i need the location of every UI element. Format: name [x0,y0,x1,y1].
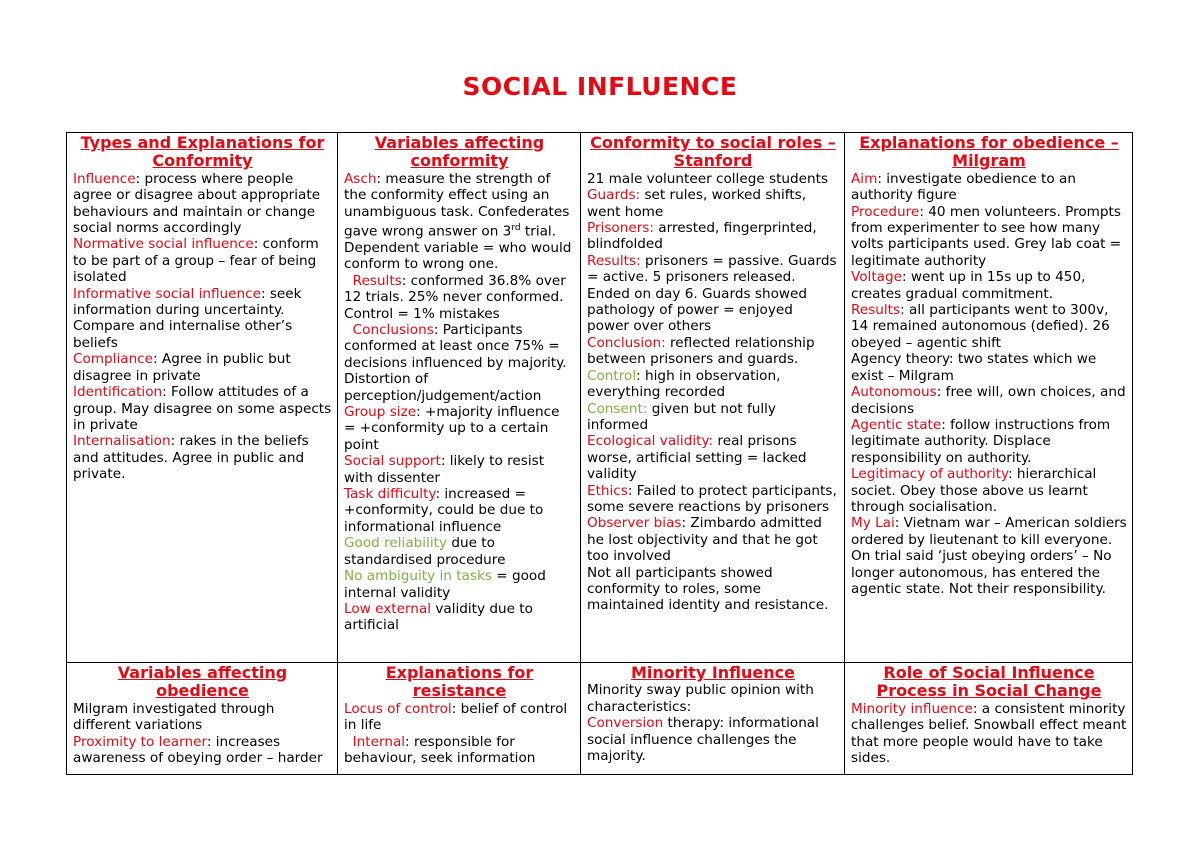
key-term: Procedure [851,203,920,220]
note-text: reflected relationship between prisoners and guards. [587,334,819,368]
key-term: Ecological validity: [587,433,714,450]
key-term: Prisoners: [587,220,654,237]
note-line [344,486,575,535]
note-line [587,253,839,335]
note-text: : belief of control in life [344,700,572,734]
note-text: : Vietnam war – American soldiers ordered by lieutenant to kill everyone. On trial said ‘just obeying orders’ – No longer autonomous, has entered the agentic state. Not their responsibility. [851,515,1132,597]
table-row [67,663,1133,775]
key-term: Guards: [587,187,641,204]
key-term: Voltage [851,269,902,286]
cell-heading: Conformity to social roles – Stanford [590,133,836,171]
note-text: : Zimbardo admitted he lost objectivity and that he got too involved [587,515,827,565]
cell-stanford [581,133,845,663]
note-line [851,417,1127,466]
note-text: : increases awareness of obeying order – harder [73,733,323,767]
key-term: Compliance [73,351,154,368]
key-term: Legitimacy of authority [851,466,1009,483]
table-row [67,133,1133,663]
note-text: trial. Dependent variable = who would conform to wrong one. [344,223,576,273]
note-line [344,322,575,404]
note-line [587,682,839,715]
cell-social-change [845,663,1133,775]
note-text: : investigate obedience to an authority figure [851,170,1081,204]
note-line [344,453,575,486]
note-text: given but not fully informed [587,400,781,433]
note-text: : conform to be part of a group – fear of being isolated [73,236,324,286]
cell-variables-obedience [67,663,338,775]
key-term: My Lai [851,515,895,532]
key-term: Aim [851,170,878,187]
note-line [587,220,839,253]
cell-heading: Variables affecting obedience [117,663,288,701]
key-term: Informative social influence [73,285,261,302]
cell-heading: Explanations for resistance [385,663,534,701]
key-term: Influence [73,170,136,187]
note-line [73,701,332,734]
key-term: Social support [344,453,441,470]
key-term: Internal [344,733,406,750]
note-line [73,734,332,767]
cell-types-of-conformity [67,133,338,663]
note-text: Minority sway public opinion with characteristics: [587,682,819,715]
key-term: Results [851,302,901,319]
note-text: : all participants went to 300v, 14 remained autonomous (defied). 26 obeyed – agentic shift [851,302,1115,351]
note-line [587,368,839,401]
note-line [587,187,839,220]
note-line [851,204,1127,270]
key-term: Locus of control [344,700,452,717]
note-line [851,351,1127,384]
note-text: : Follow attitudes of a group. May disagree on some aspects in private [73,384,336,433]
note-text: : Failed to protect participants, some severe reactions by prisoners [587,482,842,515]
note-text: Milgram investigated through different variations [73,700,279,734]
note-line [73,433,332,482]
key-term: Task difficulty [344,486,436,503]
key-term: Good reliability [344,535,447,552]
note-line [851,302,1127,351]
cell-milgram [845,133,1133,663]
note-text: : rakes in the beliefs and attitudes. Agree in public and private. [73,433,314,483]
note-text: = good internal validity [344,568,551,601]
note-text: set rules, worked shifts, went home [587,187,811,220]
note-text: : measure the strength of the conformity effect using an unambiguous task. Confederates gave wrong answer on 3 [344,170,574,240]
note-text: Agency theory: two states which we exist – Milgram [851,351,1101,384]
note-text: due to standardised procedure [344,535,506,568]
note-line [587,171,839,187]
notes-table [66,132,1133,775]
note-line [344,701,575,734]
note-line [587,433,839,482]
note-line [851,171,1127,204]
note-line [344,734,575,767]
note-text: : conformed 36.8% over 12 trials. 25% never conformed. Control = 1% mistakes [344,272,571,322]
key-term: Autonomous [851,384,937,401]
cell-heading: Explanations for obedience – Milgram [859,133,1119,171]
note-line [344,171,575,273]
key-term: Low external [344,600,432,617]
note-line [587,335,839,368]
note-line [587,515,839,564]
note-line [344,404,575,453]
note-line [587,715,839,764]
key-term: Identification [73,384,163,401]
note-text: : +majority influence = +conformity up to a certain point [344,404,564,453]
key-term: Group size [344,404,417,421]
note-text: : high in observation, everything recorded [587,367,785,401]
key-term: Results [344,272,402,289]
note-text: : Agree in public but disagree in private [73,351,296,384]
key-term: Internalisation [73,433,171,450]
key-term: Control [587,367,637,384]
key-term: Ethics [587,482,628,499]
cell-resistance [338,663,581,775]
note-text: : free will, own choices, and decisions [851,384,1130,417]
note-line [344,568,575,601]
note-text: : a consistent minority challenges belief. Snowball effect meant that more people would have to take sides. [851,700,1131,767]
note-text: : process where people agree or disagree about appropriate behaviours and maintain or change social norms accordingly [73,170,325,237]
note-text: therapy: informational social influence challenges the majority. [587,715,824,765]
key-term: Agentic state [851,416,942,433]
key-term: Results: [587,252,641,269]
note-line [851,384,1130,417]
note-text: : follow instructions from legitimate authority. Displace responsibility on authority. [851,416,1115,466]
note-line [73,351,332,384]
note-line [73,236,332,285]
page-title: SOCIAL INFLUENCE [462,72,738,101]
key-term: No ambiguity in tasks [344,568,492,585]
note-line [851,269,1127,302]
cell-minority-influence [581,663,845,775]
note-text: : went up in 15s up to 450, creates gradual commitment. [851,269,1090,302]
key-term: Conversion [587,715,664,732]
note-text: prisoners = passive. Guards = active. 5 prisoners released. Ended on day 6. Guards showed pathology of power = enjoyed power over others [587,252,841,335]
note-text: Not all participants showed conformity to roles, some maintained identity and resistance. [587,564,829,614]
note-text: arrested, fingerprinted, blindfolded [587,220,821,253]
note-line [344,601,575,634]
key-term: Conclusions [344,322,434,338]
note-line [344,535,575,568]
note-text: : Participants conformed at least once 75% = decisions influenced by majority. Distortion of perception/judgement/action [344,322,571,404]
note-line [587,482,842,516]
note-line [587,565,839,614]
key-term: Conclusion: [587,334,666,351]
note-line [587,401,839,434]
note-text: rd [511,223,521,234]
key-term: Asch [344,170,377,187]
key-term: Minority influence [851,700,973,717]
note-text: 21 male volunteer college students [587,170,829,187]
key-term: Proximity to learner [73,733,207,750]
note-text: validity due to artificial [344,600,538,634]
note-text: real prisons worse, artificial setting = lacked validity [587,433,811,483]
key-term: Normative social influence [73,236,254,253]
note-text: : seek information during uncertainty. Compare and internalise other’s beliefs [73,285,306,351]
cell-heading: Types and Explanations for Conformity [80,133,325,171]
note-text: : hierarchical societ. Obey those above us learnt through socialisation. [851,466,1101,515]
cell-variables-conformity [338,133,581,663]
note-line [851,515,1132,597]
cell-heading: Role of Social Influence Process in Social Change [876,663,1102,701]
cell-heading: Minority Influence [631,663,795,682]
key-term: Consent: [587,400,648,417]
note-line [73,286,332,352]
cell-heading: Variables affecting conformity [374,133,545,171]
note-line [851,466,1127,515]
key-term: Observer bias [587,515,682,532]
note-text: : responsible for behaviour, seek information [344,733,536,767]
note-line [73,171,332,237]
note-line [851,700,1131,767]
note-line [73,384,336,433]
note-line [344,273,575,322]
note-text: : 40 men volunteers. Prompts from experimenter to see how many volts participants used. Grey lab coat = legitimate authority [851,203,1126,269]
note-text: : likely to resist with dissenter [344,453,549,486]
note-text: : increased = +conformity, could be due to informational influence [344,486,548,535]
